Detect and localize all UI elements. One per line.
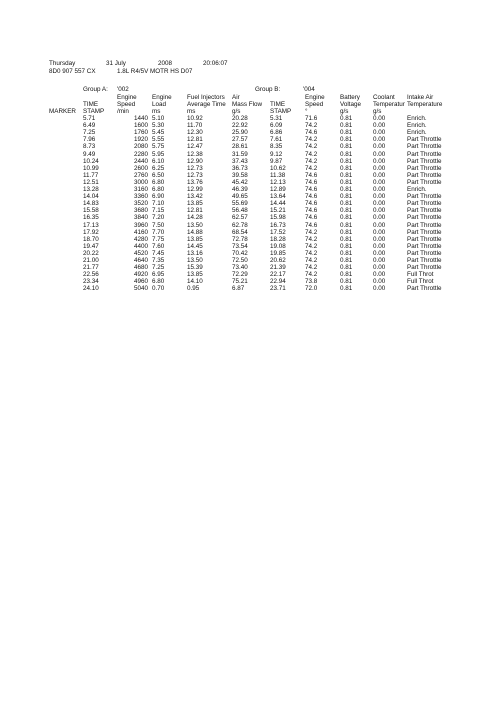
cell-engine-load: 7.50 bbox=[152, 221, 165, 229]
cell-fuel-injectors: 13.16 bbox=[187, 249, 203, 257]
cell-engine-speed-b: 74.2 bbox=[305, 157, 318, 165]
cell-air-mass: 25.90 bbox=[232, 129, 248, 137]
cell-time-b: 18.28 bbox=[270, 235, 286, 243]
cell-time-b: 12.89 bbox=[270, 186, 286, 193]
cell-fuel-injectors: 14.45 bbox=[187, 242, 203, 250]
cell-engine-speed-b: 71.6 bbox=[305, 115, 318, 122]
cell-air-mass: 72.78 bbox=[232, 235, 248, 243]
group-b-label: Group B: bbox=[255, 86, 281, 93]
cell-time-a: 7.25 bbox=[83, 129, 96, 137]
cell-battery: 0.81 bbox=[340, 285, 353, 293]
header-air-mass-1: Air bbox=[232, 94, 240, 101]
cell-coolant: 0.00 bbox=[373, 186, 386, 193]
cell-time-a: 13.28 bbox=[83, 186, 99, 193]
cell-engine-speed-b: 74.6 bbox=[305, 214, 318, 222]
cell-battery: 0.81 bbox=[340, 115, 353, 122]
cell-battery: 0.81 bbox=[340, 178, 353, 186]
cell-fuel-injectors: 13.50 bbox=[187, 221, 203, 229]
cell-engine-speed-b: 74.2 bbox=[305, 257, 318, 264]
header-fuel-injectors-1: Fuel Injectors bbox=[187, 94, 225, 101]
cell-time-a: 6.49 bbox=[83, 122, 96, 130]
cell-time-a: 14.04 bbox=[83, 193, 99, 201]
cell-coolant: 0.00 bbox=[373, 157, 386, 165]
cell-intake: Enrich. bbox=[407, 115, 427, 122]
cell-time-a: 10.99 bbox=[83, 164, 99, 172]
cell-engine-speed-a: 3520 bbox=[133, 200, 148, 208]
header-time-a-1: TIME bbox=[83, 101, 99, 108]
cell-intake: Part Throttle bbox=[407, 214, 442, 222]
cell-engine-load: 6.90 bbox=[152, 193, 165, 201]
cell-engine-speed-a: 3960 bbox=[133, 221, 148, 229]
cell-battery: 0.81 bbox=[340, 214, 353, 222]
cell-engine-speed-b: 74.2 bbox=[305, 235, 318, 243]
header-engine-load-2: Load bbox=[152, 101, 167, 108]
cell-air-mass: 6.87 bbox=[232, 285, 245, 293]
cell-coolant: 0.00 bbox=[373, 221, 386, 229]
cell-air-mass: 22.92 bbox=[232, 122, 248, 130]
cell-engine-speed-a: 1920 bbox=[133, 136, 148, 144]
cell-battery: 0.81 bbox=[340, 207, 353, 215]
cell-time-b: 22.17 bbox=[270, 271, 286, 279]
cell-battery: 0.81 bbox=[340, 221, 353, 229]
header-time-b-2: STAMP bbox=[270, 108, 292, 115]
cell-coolant: 0.00 bbox=[373, 115, 386, 122]
header-air-mass-3: g/s bbox=[232, 108, 241, 115]
cell-time-a: 5.71 bbox=[83, 115, 96, 122]
header-fuel-injectors-3: ms bbox=[187, 108, 196, 115]
group-b-value: '004 bbox=[303, 86, 315, 93]
cell-engine-speed-a: 4640 bbox=[133, 257, 148, 264]
cell-engine-load: 7.70 bbox=[152, 228, 165, 236]
meta-part-number: 8D0 907 557 CX bbox=[49, 68, 96, 75]
cell-engine-speed-b: 74.2 bbox=[305, 136, 318, 144]
header-battery-2: Voltage bbox=[340, 101, 362, 108]
cell-coolant: 0.00 bbox=[373, 285, 386, 293]
cell-time-a: 9.49 bbox=[83, 150, 96, 158]
cell-intake: Enrich. bbox=[407, 129, 427, 137]
cell-time-a: 8.73 bbox=[83, 143, 96, 151]
cell-intake: Part Throttle bbox=[407, 193, 442, 201]
cell-engine-load: 5.95 bbox=[152, 150, 165, 158]
cell-air-mass: 55.69 bbox=[232, 200, 248, 208]
cell-engine-speed-a: 4960 bbox=[133, 278, 148, 286]
cell-time-a: 17.13 bbox=[83, 221, 99, 229]
meta-time: 20:06:07 bbox=[203, 60, 228, 67]
cell-engine-speed-b: 74.2 bbox=[305, 122, 318, 130]
cell-fuel-injectors: 12.99 bbox=[187, 186, 203, 193]
cell-time-b: 19.85 bbox=[270, 249, 286, 257]
cell-engine-speed-b: 74.6 bbox=[305, 178, 318, 186]
cell-engine-load: 6.10 bbox=[152, 157, 165, 165]
cell-time-a: 19.47 bbox=[83, 242, 99, 250]
cell-time-b: 21.39 bbox=[270, 264, 286, 272]
cell-engine-speed-a: 3000 bbox=[133, 178, 148, 186]
header-coolant-1: Coolant bbox=[373, 94, 395, 101]
cell-engine-speed-a: 4680 bbox=[133, 264, 148, 272]
cell-fuel-injectors: 12.81 bbox=[187, 207, 203, 215]
cell-engine-load: 6.50 bbox=[152, 171, 165, 179]
header-time-a-2: STAMP bbox=[83, 108, 105, 115]
cell-engine-load: 5.30 bbox=[152, 122, 165, 130]
cell-intake: Part Throttle bbox=[407, 285, 442, 293]
cell-coolant: 0.00 bbox=[373, 228, 386, 236]
cell-time-b: 13.64 bbox=[270, 193, 286, 201]
cell-air-mass: 70.42 bbox=[232, 249, 248, 257]
cell-battery: 0.81 bbox=[340, 193, 353, 201]
cell-engine-load: 7.10 bbox=[152, 200, 165, 208]
header-intake-1: Intake Air bbox=[407, 94, 434, 101]
cell-intake: Part Throttle bbox=[407, 221, 442, 229]
cell-engine-load: 0.70 bbox=[152, 285, 165, 293]
cell-coolant: 0.00 bbox=[373, 278, 386, 286]
cell-battery: 0.81 bbox=[340, 150, 353, 158]
cell-engine-load: 6.95 bbox=[152, 271, 165, 279]
cell-time-b: 19.08 bbox=[270, 242, 286, 250]
cell-engine-load: 7.25 bbox=[152, 264, 165, 272]
cell-time-b: 6.09 bbox=[270, 122, 283, 130]
cell-engine-speed-b: 74.2 bbox=[305, 242, 318, 250]
meta-year: 2008 bbox=[158, 60, 173, 67]
cell-intake: Part Throttle bbox=[407, 164, 442, 172]
cell-coolant: 0.00 bbox=[373, 171, 386, 179]
cell-time-a: 15.58 bbox=[83, 207, 99, 215]
cell-air-mass: 45.42 bbox=[232, 178, 248, 186]
cell-engine-speed-b: 72.0 bbox=[305, 285, 318, 293]
cell-battery: 0.81 bbox=[340, 228, 353, 236]
cell-battery: 0.81 bbox=[340, 136, 353, 144]
cell-engine-speed-a: 2760 bbox=[133, 171, 148, 179]
cell-time-b: 15.98 bbox=[270, 214, 286, 222]
cell-intake: Part Throttle bbox=[407, 242, 442, 250]
cell-coolant: 0.00 bbox=[373, 264, 386, 272]
cell-engine-speed-b: 74.2 bbox=[305, 150, 318, 158]
cell-intake: Part Throttle bbox=[407, 143, 442, 151]
cell-time-a: 18.70 bbox=[83, 235, 99, 243]
cell-battery: 0.81 bbox=[340, 186, 353, 193]
cell-engine-speed-a: 2600 bbox=[133, 164, 148, 172]
cell-time-a: 20.22 bbox=[83, 249, 99, 257]
cell-engine-speed-b: 74.2 bbox=[305, 271, 318, 279]
cell-intake: Part Throttle bbox=[407, 200, 442, 208]
cell-air-mass: 72.29 bbox=[232, 271, 248, 279]
cell-time-b: 17.52 bbox=[270, 228, 286, 236]
cell-time-b: 22.94 bbox=[270, 278, 286, 286]
cell-engine-speed-a: 2080 bbox=[133, 143, 148, 151]
cell-fuel-injectors: 12.30 bbox=[187, 129, 203, 137]
cell-battery: 0.81 bbox=[340, 122, 353, 130]
cell-engine-speed-b: 74.6 bbox=[305, 221, 318, 229]
cell-time-b: 11.38 bbox=[270, 171, 286, 179]
cell-fuel-injectors: 13.42 bbox=[187, 193, 203, 201]
cell-fuel-injectors: 12.90 bbox=[187, 157, 203, 165]
cell-battery: 0.81 bbox=[340, 171, 353, 179]
cell-air-mass: 39.58 bbox=[232, 171, 248, 179]
cell-coolant: 0.00 bbox=[373, 200, 386, 208]
cell-time-b: 10.62 bbox=[270, 164, 286, 172]
cell-fuel-injectors: 10.92 bbox=[187, 115, 203, 122]
header-coolant-2: Temperatur bbox=[373, 101, 405, 108]
cell-air-mass: 62.78 bbox=[232, 221, 248, 229]
cell-coolant: 0.00 bbox=[373, 271, 386, 279]
cell-fuel-injectors: 0.95 bbox=[187, 285, 200, 293]
cell-air-mass: 31.59 bbox=[232, 150, 248, 158]
header-intake-2: Temperature bbox=[407, 101, 443, 108]
meta-day: Thursday bbox=[49, 60, 76, 67]
header-time-b-1: TIME bbox=[270, 101, 286, 108]
cell-air-mass: 49.65 bbox=[232, 193, 248, 201]
cell-coolant: 0.00 bbox=[373, 136, 386, 144]
cell-engine-speed-b: 74.6 bbox=[305, 200, 318, 208]
cell-time-a: 11.77 bbox=[83, 171, 99, 179]
cell-fuel-injectors: 13.85 bbox=[187, 235, 203, 243]
cell-coolant: 0.00 bbox=[373, 193, 386, 201]
cell-time-a: 22.56 bbox=[83, 271, 99, 279]
cell-air-mass: 28.61 bbox=[232, 143, 248, 151]
cell-time-b: 20.62 bbox=[270, 257, 286, 264]
cell-air-mass: 46.39 bbox=[232, 186, 248, 193]
cell-engine-speed-b: 74.6 bbox=[305, 129, 318, 137]
cell-fuel-injectors: 12.47 bbox=[187, 143, 203, 151]
header-engine-speed-b-2: Speed bbox=[305, 101, 324, 108]
cell-coolant: 0.00 bbox=[373, 122, 386, 130]
cell-engine-speed-b: 74.2 bbox=[305, 228, 318, 236]
cell-battery: 0.81 bbox=[340, 200, 353, 208]
cell-engine-speed-a: 4920 bbox=[133, 271, 148, 279]
cell-intake: Enrich. bbox=[407, 122, 427, 130]
cell-engine-speed-a: 5040 bbox=[133, 285, 148, 293]
cell-fuel-injectors: 15.39 bbox=[187, 264, 203, 272]
cell-coolant: 0.00 bbox=[373, 164, 386, 172]
cell-fuel-injectors: 14.10 bbox=[187, 278, 203, 286]
cell-fuel-injectors: 13.50 bbox=[187, 257, 203, 264]
cell-coolant: 0.00 bbox=[373, 150, 386, 158]
cell-battery: 0.81 bbox=[340, 249, 353, 257]
cell-battery: 0.81 bbox=[340, 157, 353, 165]
cell-time-b: 23.71 bbox=[270, 285, 286, 293]
cell-coolant: 0.00 bbox=[373, 214, 386, 222]
cell-fuel-injectors: 12.73 bbox=[187, 164, 203, 172]
cell-coolant: 0.00 bbox=[373, 178, 386, 186]
cell-fuel-injectors: 12.38 bbox=[187, 150, 203, 158]
cell-air-mass: 20.28 bbox=[232, 115, 248, 122]
cell-air-mass: 72.50 bbox=[232, 257, 248, 264]
cell-engine-load: 7.15 bbox=[152, 207, 165, 215]
cell-time-b: 14.44 bbox=[270, 200, 286, 208]
cell-time-a: 14.83 bbox=[83, 200, 99, 208]
header-battery-1: Battery bbox=[340, 94, 360, 101]
meta-engine: 1.8L R4/5V MOTR HS D07 bbox=[117, 68, 193, 75]
cell-engine-speed-a: 1440 bbox=[133, 115, 148, 122]
cell-intake: Part Throttle bbox=[407, 178, 442, 186]
cell-fuel-injectors: 14.88 bbox=[187, 228, 203, 236]
header-engine-speed-a-1: Engine bbox=[117, 94, 137, 101]
cell-battery: 0.81 bbox=[340, 271, 353, 279]
cell-intake: Part Throttle bbox=[407, 207, 442, 215]
cell-engine-speed-a: 3160 bbox=[133, 186, 148, 193]
cell-battery: 0.81 bbox=[340, 257, 353, 264]
cell-time-b: 12.13 bbox=[270, 178, 286, 186]
cell-fuel-injectors: 12.73 bbox=[187, 171, 203, 179]
cell-intake: Full Throt bbox=[407, 271, 434, 279]
cell-intake: Enrich. bbox=[407, 186, 427, 193]
group-a-label: Group A: bbox=[83, 86, 108, 93]
cell-intake: Part Throttle bbox=[407, 157, 442, 165]
cell-engine-load: 7.60 bbox=[152, 242, 165, 250]
cell-coolant: 0.00 bbox=[373, 249, 386, 257]
cell-time-b: 9.12 bbox=[270, 150, 283, 158]
cell-engine-load: 5.75 bbox=[152, 143, 165, 151]
cell-engine-load: 5.45 bbox=[152, 129, 165, 137]
cell-time-b: 7.61 bbox=[270, 136, 283, 144]
header-engine-speed-a-3: /min bbox=[117, 108, 129, 115]
header-engine-speed-a-2: Speed bbox=[117, 101, 136, 108]
cell-air-mass: 36.73 bbox=[232, 164, 248, 172]
cell-battery: 0.81 bbox=[340, 278, 353, 286]
cell-engine-speed-b: 74.2 bbox=[305, 143, 318, 151]
cell-air-mass: 27.57 bbox=[232, 136, 248, 144]
header-marker: MARKER bbox=[49, 108, 76, 115]
cell-time-a: 10.24 bbox=[83, 157, 99, 165]
cell-engine-speed-b: 73.8 bbox=[305, 278, 318, 286]
cell-battery: 0.81 bbox=[340, 242, 353, 250]
header-engine-load-1: Engine bbox=[152, 94, 172, 101]
cell-engine-speed-a: 4160 bbox=[133, 228, 148, 236]
cell-fuel-injectors: 13.85 bbox=[187, 200, 203, 208]
cell-time-a: 12.51 bbox=[83, 178, 99, 186]
cell-intake: Full Throt bbox=[407, 278, 434, 286]
cell-air-mass: 62.57 bbox=[232, 214, 248, 222]
cell-time-b: 9.87 bbox=[270, 157, 283, 165]
cell-engine-speed-a: 4520 bbox=[133, 249, 148, 257]
cell-engine-speed-a: 1760 bbox=[133, 129, 148, 137]
cell-engine-load: 5.55 bbox=[152, 136, 165, 144]
cell-intake: Part Throttle bbox=[407, 136, 442, 144]
cell-time-b: 8.35 bbox=[270, 143, 283, 151]
header-coolant-3: g/s bbox=[373, 108, 382, 115]
cell-time-a: 7.96 bbox=[83, 136, 96, 144]
cell-engine-load: 6.80 bbox=[152, 186, 165, 193]
cell-engine-load: 7.35 bbox=[152, 257, 165, 264]
header-engine-load-3: ms bbox=[152, 108, 161, 115]
cell-intake: Part Throttle bbox=[407, 235, 442, 243]
group-a-value: '002 bbox=[117, 86, 129, 93]
header-engine-speed-b-1: Engine bbox=[305, 94, 325, 101]
cell-air-mass: 73.40 bbox=[232, 264, 248, 272]
cell-fuel-injectors: 13.85 bbox=[187, 271, 203, 279]
cell-engine-speed-a: 2280 bbox=[133, 150, 148, 158]
header-battery-3: g/s bbox=[340, 108, 349, 115]
cell-battery: 0.81 bbox=[340, 143, 353, 151]
cell-time-a: 17.92 bbox=[83, 228, 99, 236]
cell-time-b: 5.31 bbox=[270, 115, 283, 122]
cell-fuel-injectors: 14.28 bbox=[187, 214, 203, 222]
meta-date: 31 July bbox=[106, 60, 126, 67]
cell-air-mass: 73.54 bbox=[232, 242, 248, 250]
cell-engine-speed-a: 3360 bbox=[133, 193, 148, 201]
cell-time-b: 6.86 bbox=[270, 129, 283, 137]
cell-time-a: 21.77 bbox=[83, 264, 99, 272]
cell-intake: Part Throttle bbox=[407, 257, 442, 264]
cell-engine-speed-b: 74.6 bbox=[305, 171, 318, 179]
cell-engine-speed-a: 2440 bbox=[133, 157, 148, 165]
cell-time-b: 16.73 bbox=[270, 221, 286, 229]
cell-time-a: 21.00 bbox=[83, 257, 99, 264]
cell-engine-speed-b: 74.2 bbox=[305, 164, 318, 172]
cell-battery: 0.81 bbox=[340, 264, 353, 272]
cell-coolant: 0.00 bbox=[373, 129, 386, 137]
cell-engine-speed-b: 74.6 bbox=[305, 186, 318, 193]
cell-intake: Part Throttle bbox=[407, 264, 442, 272]
cell-fuel-injectors: 12.81 bbox=[187, 136, 203, 144]
cell-engine-load: 7.20 bbox=[152, 214, 165, 222]
cell-engine-load: 7.75 bbox=[152, 235, 165, 243]
cell-engine-load: 7.45 bbox=[152, 249, 165, 257]
cell-time-b: 15.21 bbox=[270, 207, 286, 215]
cell-battery: 0.81 bbox=[340, 129, 353, 137]
cell-coolant: 0.00 bbox=[373, 207, 386, 215]
cell-engine-speed-a: 3680 bbox=[133, 207, 148, 215]
cell-coolant: 0.00 bbox=[373, 235, 386, 243]
cell-intake: Part Throttle bbox=[407, 171, 442, 179]
cell-fuel-injectors: 11.70 bbox=[187, 122, 203, 130]
cell-intake: Part Throttle bbox=[407, 150, 442, 158]
cell-air-mass: 37.43 bbox=[232, 157, 248, 165]
cell-battery: 0.81 bbox=[340, 164, 353, 172]
cell-engine-speed-a: 4400 bbox=[133, 242, 148, 250]
cell-engine-speed-a: 1600 bbox=[133, 122, 148, 130]
cell-coolant: 0.00 bbox=[373, 143, 386, 151]
cell-engine-speed-a: 4280 bbox=[133, 235, 148, 243]
cell-engine-load: 5.10 bbox=[152, 115, 165, 122]
cell-engine-speed-b: 74.2 bbox=[305, 264, 318, 272]
cell-engine-speed-b: 74.2 bbox=[305, 249, 318, 257]
cell-intake: Part Throttle bbox=[407, 249, 442, 257]
cell-battery: 0.81 bbox=[340, 235, 353, 243]
cell-engine-speed-b: 74.6 bbox=[305, 193, 318, 201]
cell-fuel-injectors: 13.76 bbox=[187, 178, 203, 186]
cell-engine-load: 6.25 bbox=[152, 164, 165, 172]
cell-coolant: 0.00 bbox=[373, 242, 386, 250]
header-air-mass-2: Mass Flow bbox=[232, 101, 263, 108]
cell-time-a: 16.35 bbox=[83, 214, 99, 222]
header-fuel-injectors-2: Average Time bbox=[187, 101, 226, 108]
cell-coolant: 0.00 bbox=[373, 257, 386, 264]
cell-time-a: 24.10 bbox=[83, 285, 99, 293]
cell-engine-speed-b: 74.6 bbox=[305, 207, 318, 215]
cell-air-mass: 56.48 bbox=[232, 207, 248, 215]
cell-air-mass: 75.21 bbox=[232, 278, 248, 286]
cell-engine-speed-a: 3840 bbox=[133, 214, 148, 222]
cell-air-mass: 68.54 bbox=[232, 228, 248, 236]
header-engine-speed-b-3: ° bbox=[305, 108, 308, 115]
cell-intake: Part Throttle bbox=[407, 228, 442, 236]
cell-engine-load: 6.80 bbox=[152, 178, 165, 186]
cell-engine-load: 6.80 bbox=[152, 278, 165, 286]
cell-time-a: 23.34 bbox=[83, 278, 99, 286]
